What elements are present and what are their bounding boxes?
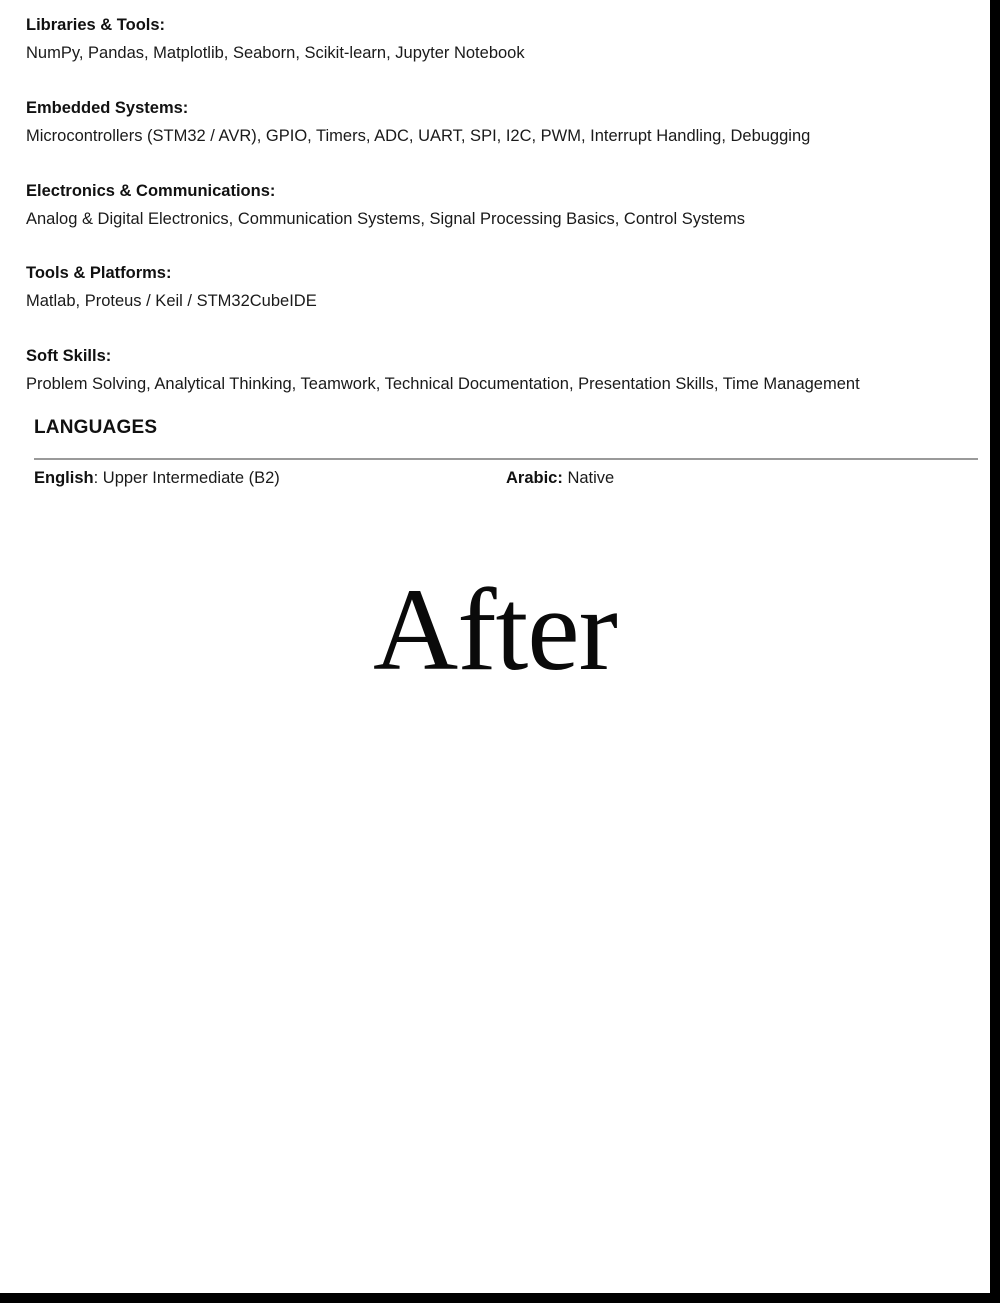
languages-heading: LANGUAGES [34,417,158,438]
skill-text: Microcontrollers (STM32 / AVR), GPIO, Timers, ADC, UART, SPI, I2C, PWM, Interrupt Handling, Debugging [26,127,811,145]
section-divider [34,458,978,460]
skill-text: NumPy, Pandas, Matplotlib, Seaborn, Scikit-learn, Jupyter Notebook [26,44,525,62]
skill-text: Analog & Digital Electronics, Communication Systems, Signal Processing Basics, Control Systems [26,210,745,228]
language-item-english [34,467,280,489]
skill-section-soft-skills [26,345,970,395]
skill-title: Tools & Platforms: [26,264,172,282]
skill-section-electronics-communications [26,180,970,230]
language-item-arabic [506,467,614,489]
language-name: Arabic: [506,469,563,487]
skill-title: Libraries & Tools: [26,16,166,34]
skill-title: Electronics & Communications: [26,182,276,200]
skill-title: Soft Skills: [26,347,112,365]
skill-section-tools-platforms [26,262,970,312]
skill-section-libraries-tools [26,14,970,64]
skill-text: Problem Solving, Analytical Thinking, Teamwork, Technical Documentation, Presentation Skills, Time Management [26,375,860,393]
after-label: After [373,564,617,695]
language-name: English [34,469,94,487]
language-level: Native [562,469,615,487]
skill-title: Embedded Systems: [26,99,189,117]
language-separator: : [93,469,99,487]
skill-text: Matlab, Proteus / Keil / STM32CubeIDE [26,292,317,310]
skill-section-embedded-systems [26,97,970,147]
language-level: Upper Intermediate (B2) [98,469,280,487]
